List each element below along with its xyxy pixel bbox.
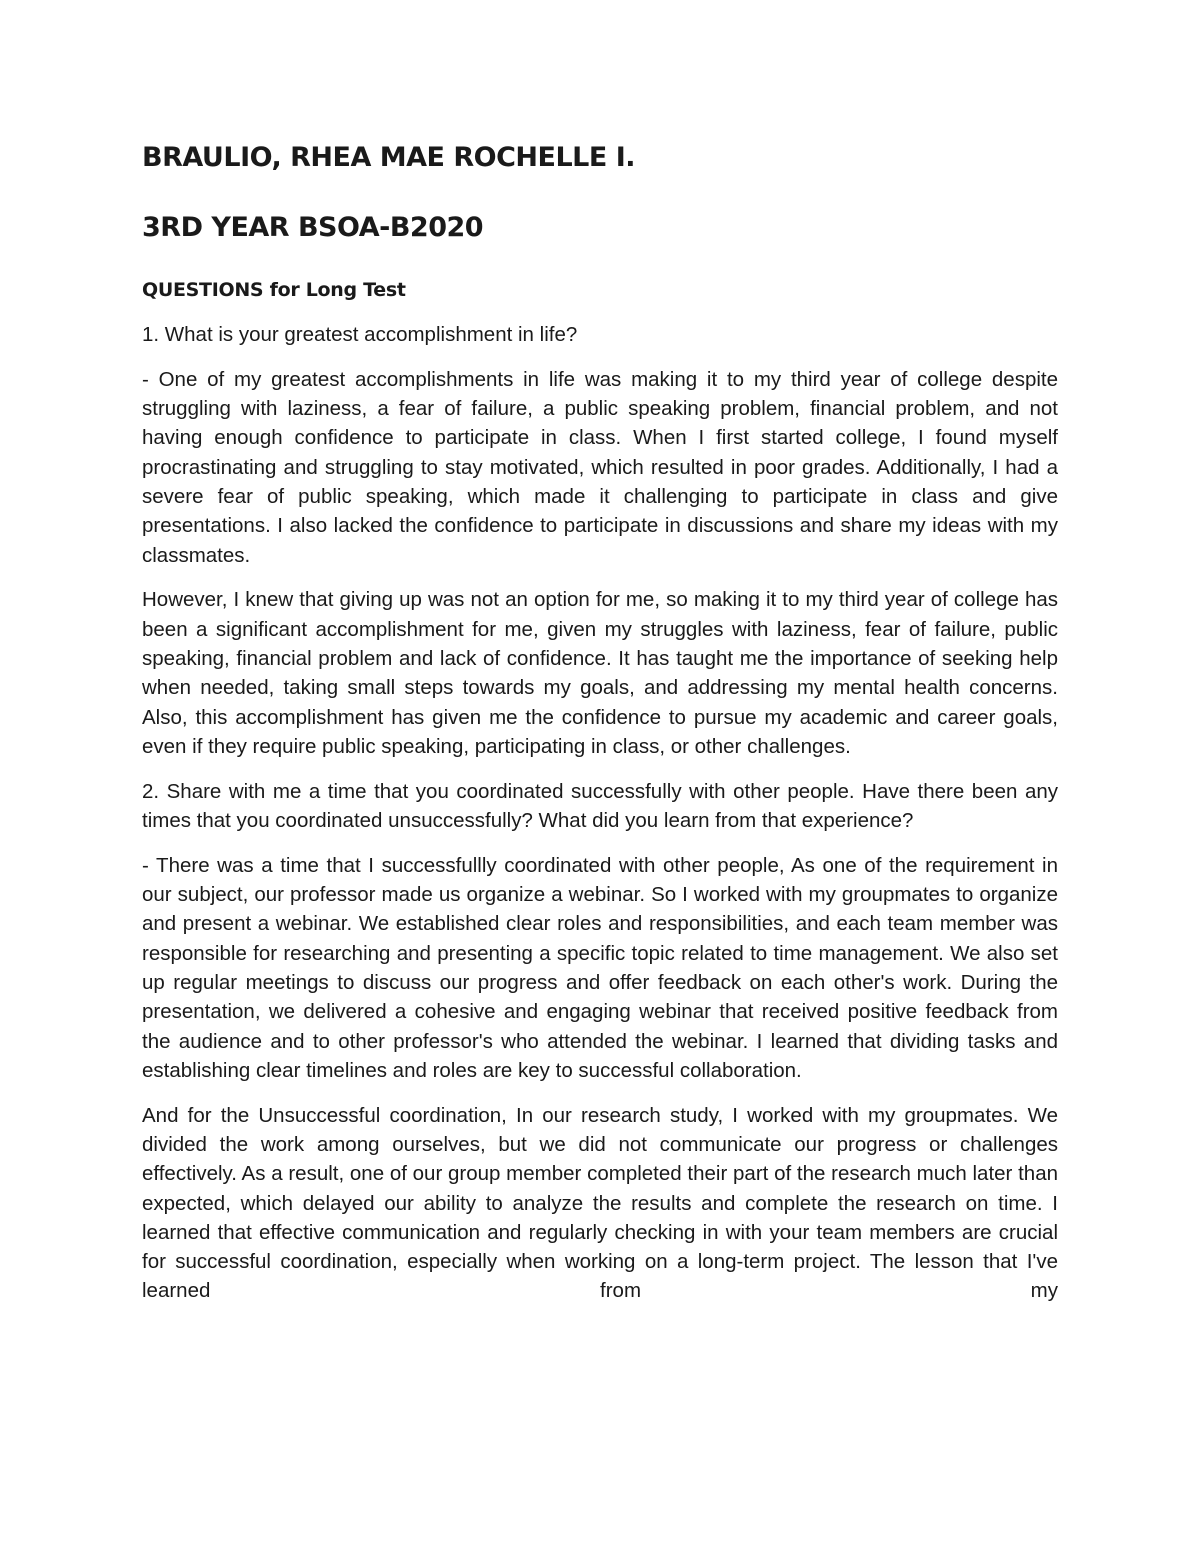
document-page xyxy=(142,138,1058,1306)
answer-2-paragraph-1: - There was a time that I successfullly coordinated with other people, As one of the requirement in our subject, our professor made us organize a webinar. So I worked with my groupmates to organize and present a webinar. We established clear roles and responsibilities, and each team member was responsible for researching and presenting a specific topic related to time management. We also set up regular meetings to discuss our progress and offer feedback on each other's work. During the presentation, we delivered a cohesive and engaging webinar that received positive feedback from the audience and to other professor's who attended the webinar. I learned that dividing tasks and establishing clear timelines and roles are key to successful collaboration. xyxy=(142,853,1058,1082)
question-2: 2. Share with me a time that you coordinated successfully with other people. Have there been any times that you coordinated unsuccessfully? What did you learn from that experience? xyxy=(142,779,1058,832)
answer-1-paragraph-2: However, I knew that giving up was not an option for me, so making it to my third year of college has been a significant accomplishment for me, given my struggles with laziness, fear of failure, public speaking, financial problem and lack of confidence. It has taught me the importance of seeking help when needed, taking small steps towards my goals, and addressing my mental health concerns. Also, this accomplishment has given me the confidence to pursue my academic and career goals, even if they require public speaking, participating in class, or other challenges. xyxy=(142,588,1058,758)
question-1: 1. What is your greatest accomplishment in life? xyxy=(142,323,578,346)
student-name: BRAULIO, RHEA MAE ROCHELLE I. xyxy=(142,142,636,173)
answer-1-paragraph-1: - One of my greatest accomplishments in life was making it to my third year of college despite struggling with laziness, a fear of failure, a public speaking problem, financial problem, and not having enough confidence to participate in class. When I first started college, I found myself procrastinating and struggling to stay motivated, which resulted in poor grades. Additionally, I had a severe fear of public speaking, which made it challenging to participate in class and give presentations. I also lacked the confidence to participate in discussions and share my ideas with my classmates. xyxy=(142,367,1058,567)
document-subtitle: QUESTIONS for Long Test xyxy=(142,279,406,301)
year-section: 3RD YEAR BSOA-B2020 xyxy=(142,212,484,243)
answer-2-paragraph-2: And for the Unsuccessful coordination, In our research study, I worked with my groupmates. We divided the work among ourselves, but we did not communicate our progress or challenges effectively. As a result, one of our group member completed their part of the research much later than expected, which delayed our ability to analyze the results and complete the research on time. I learned that effective communication and regularly checking in with your team members are crucial for successful coordination, especially when working on a long-term project. The lesson that I've learned from my xyxy=(142,1103,1058,1303)
